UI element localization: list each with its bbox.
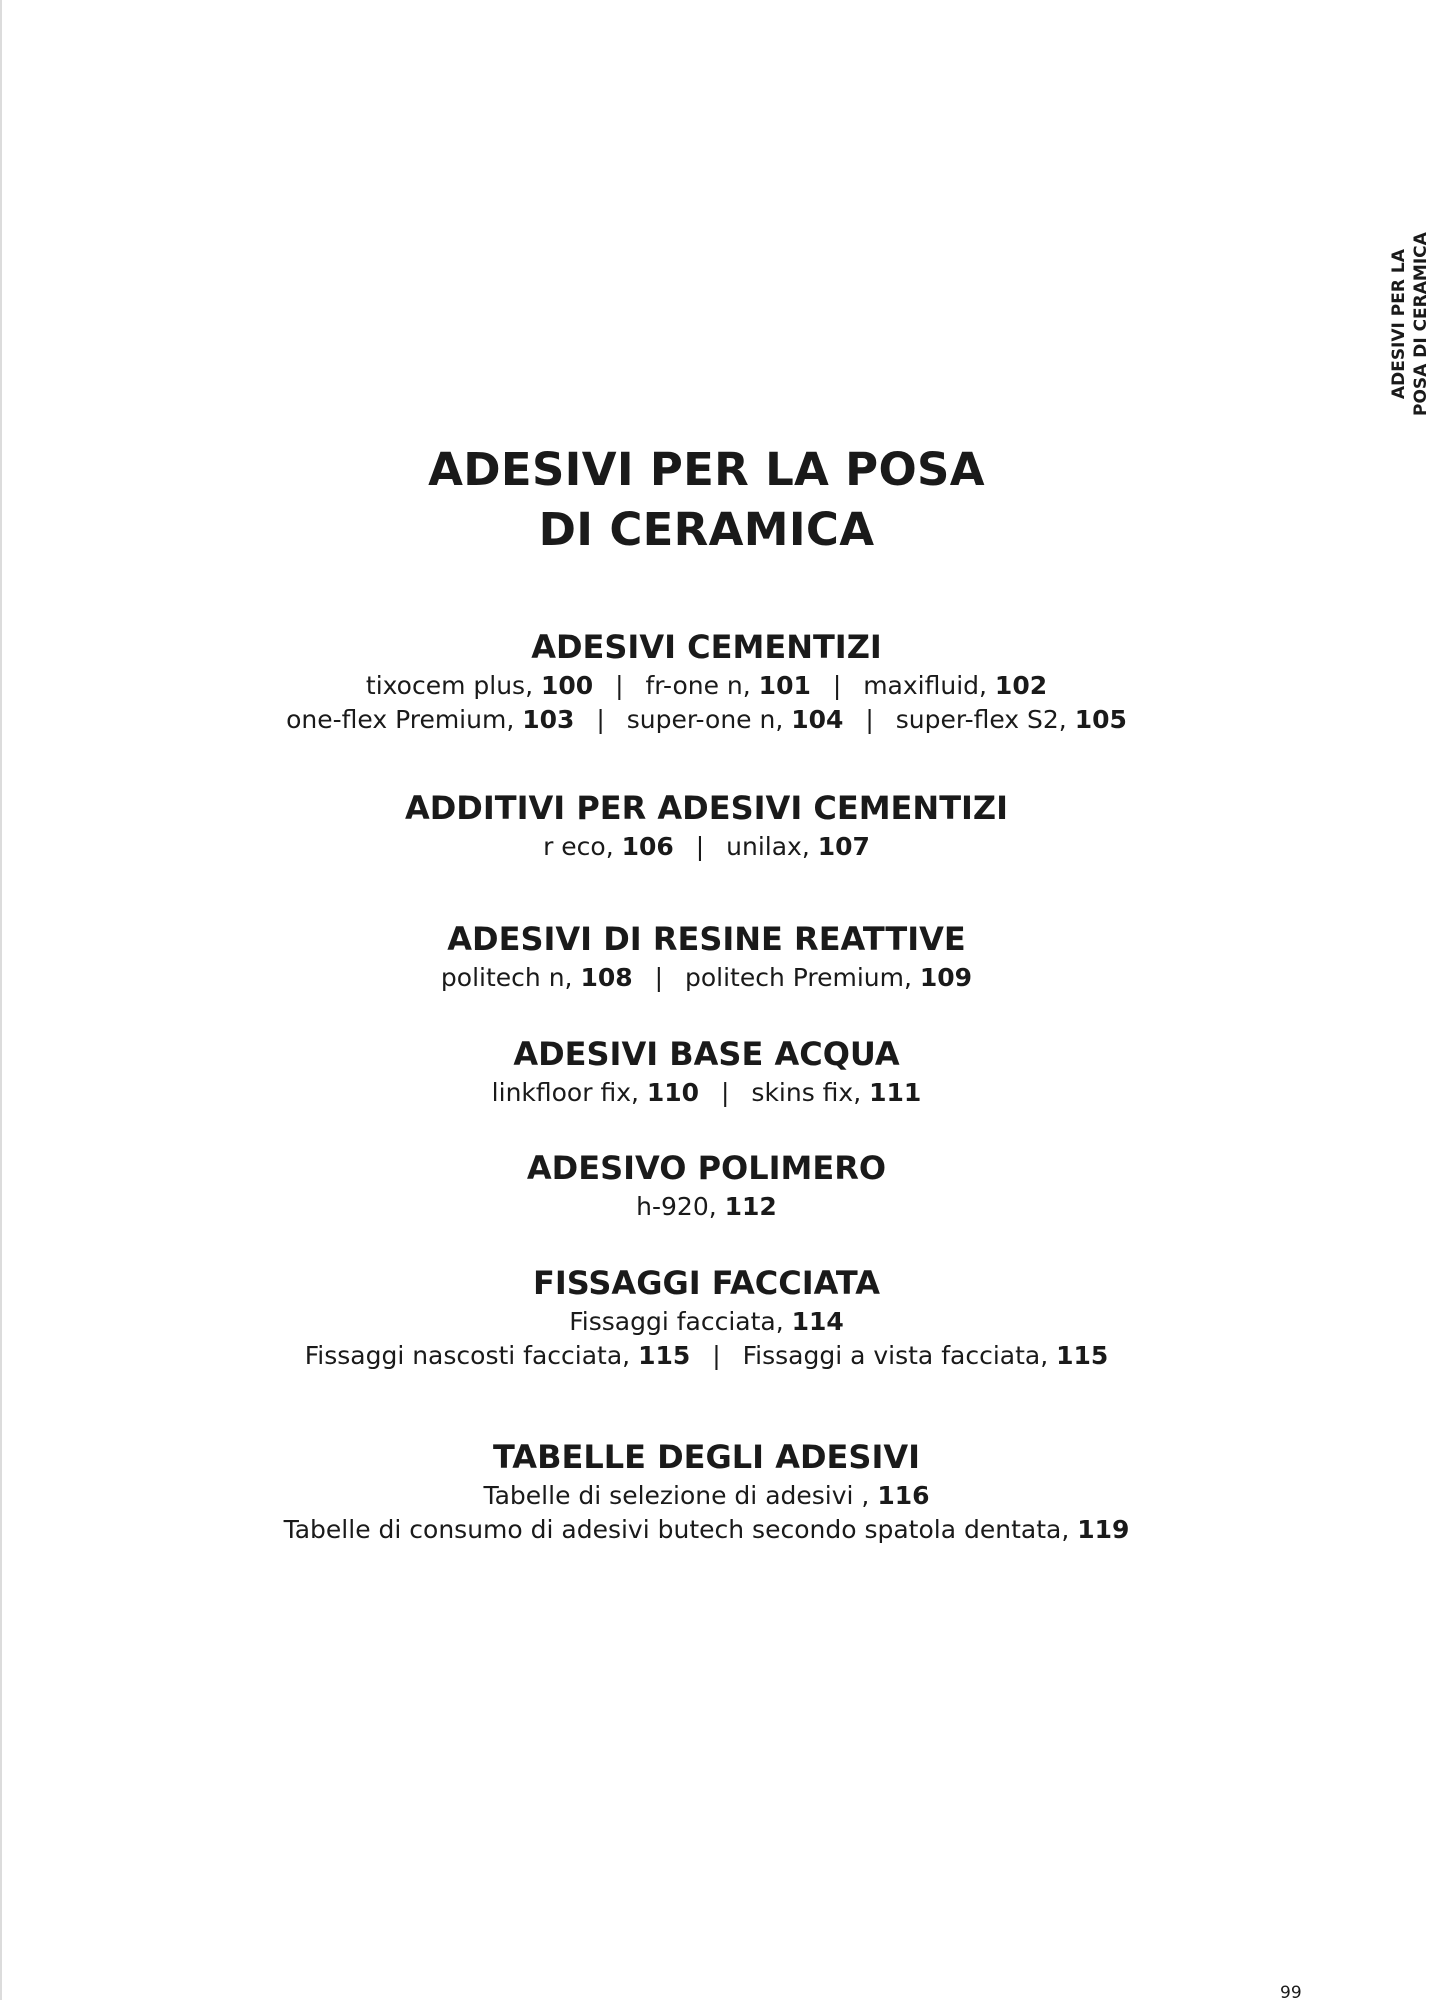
separator: | <box>721 1078 730 1107</box>
entry-item[interactable] <box>286 705 574 734</box>
entry-item[interactable] <box>743 1341 1109 1370</box>
entry-line <box>0 703 1413 737</box>
separator: | <box>654 963 664 992</box>
section-polimero <box>0 1146 1413 1224</box>
entry-item[interactable] <box>685 963 972 992</box>
entry-item[interactable] <box>543 832 674 861</box>
entry-page: 104 <box>791 705 844 734</box>
entry-page: 105 <box>1074 705 1127 734</box>
entry-item[interactable] <box>863 671 1047 700</box>
entry-item[interactable] <box>441 963 633 992</box>
entry-name: fr-one n, <box>645 671 759 700</box>
separator: | <box>615 671 624 700</box>
entry-name: tixocem plus, <box>365 671 541 700</box>
section-adesivi-cementizi <box>0 625 1413 737</box>
entry-page: 107 <box>817 832 870 861</box>
entry-page: 110 <box>646 1078 700 1107</box>
entry-page: 102 <box>994 671 1048 700</box>
entry-name: Fissaggi nascosti facciata, <box>304 1341 639 1370</box>
section-tabelle <box>0 1435 1413 1547</box>
entry-name: politech Premium, <box>684 963 920 992</box>
entry-item[interactable] <box>366 671 593 700</box>
entry-name: Fissaggi facciata, <box>569 1307 792 1336</box>
entry-page: 114 <box>791 1307 844 1336</box>
entry-page: 101 <box>758 671 811 700</box>
page-title-line2: POSA <box>845 443 985 496</box>
entry-name: one-flex Premium, <box>286 705 523 734</box>
entry-page: 115 <box>638 1341 691 1370</box>
entry-page: 115 <box>1056 1341 1109 1370</box>
entry-name: super-flex S2, <box>895 705 1075 734</box>
entry-name: maxifluid, <box>863 671 995 700</box>
side-tab-line1: ADESIVI PER LA <box>1389 249 1409 400</box>
section-base-acqua <box>0 1032 1413 1110</box>
entry-name: politech n, <box>440 963 581 992</box>
entry-page: 116 <box>877 1481 930 1510</box>
section-resine-reattive <box>0 917 1413 995</box>
entry-item[interactable] <box>636 1192 777 1221</box>
side-tab <box>1388 232 1432 416</box>
separator: | <box>832 671 842 700</box>
entry-item[interactable] <box>627 705 844 734</box>
entry-name: super-one n, <box>626 705 792 734</box>
entry-name: h-920, <box>636 1192 725 1221</box>
entry-line <box>0 1076 1413 1110</box>
entry-line <box>0 669 1413 703</box>
entry-line <box>0 1305 1413 1339</box>
entry-page: 106 <box>621 832 674 861</box>
entry-page: 109 <box>919 963 973 992</box>
section-title: ADESIVI BASE ACQUA <box>513 1035 900 1073</box>
section-title: TABELLE DEGLI ADESIVI <box>492 1438 921 1476</box>
entry-line <box>0 961 1413 995</box>
separator: | <box>596 705 605 734</box>
section-title: FISSAGGI FACCIATA <box>533 1264 880 1302</box>
entry-page: 103 <box>522 705 575 734</box>
separator: | <box>695 832 705 861</box>
section-title: ADESIVI CEMENTIZI <box>531 628 882 666</box>
section-fissaggi-facciata <box>0 1261 1413 1373</box>
entry-name: Tabelle di selezione di adesivi , <box>483 1481 878 1510</box>
entry-name: unilax, <box>726 832 818 861</box>
entry-item[interactable] <box>284 1515 1130 1544</box>
entry-item[interactable] <box>726 832 870 861</box>
section-additivi <box>0 786 1413 864</box>
section-title: ADESIVO POLIMERO <box>526 1149 887 1187</box>
entry-page: 108 <box>580 963 633 992</box>
entry-name: skins fix, <box>751 1078 870 1107</box>
entry-item[interactable] <box>483 1481 929 1510</box>
entry-line <box>0 1513 1413 1547</box>
page-edge-rule <box>0 0 2 2000</box>
separator: | <box>712 1341 721 1370</box>
entry-item[interactable] <box>896 705 1127 734</box>
entry-name: Tabelle di consumo di adesivi butech secondo spatola dentata, <box>283 1515 1078 1544</box>
entry-line <box>0 1339 1413 1373</box>
page-title <box>0 440 1413 560</box>
entry-page: 100 <box>540 671 594 700</box>
entry-name: linkfloor fix, <box>491 1078 647 1107</box>
entry-item[interactable] <box>569 1307 844 1336</box>
separator: | <box>865 705 874 734</box>
entry-line <box>0 1479 1413 1513</box>
side-tab-line2: POSA DI CERAMICA <box>1411 232 1431 416</box>
section-title: ADDITIVI PER ADESIVI CEMENTIZI <box>404 789 1009 827</box>
page-title-line1: ADESIVI PER LA <box>428 443 830 496</box>
entry-item[interactable] <box>305 1341 691 1370</box>
entry-page: 119 <box>1077 1515 1130 1544</box>
entry-line <box>0 1190 1413 1224</box>
entry-page: 112 <box>724 1192 777 1221</box>
entry-item[interactable] <box>646 671 811 700</box>
entry-line <box>0 830 1413 864</box>
entry-name: Fissaggi a vista facciata, <box>742 1341 1057 1370</box>
page-title-line3: DI CERAMICA <box>538 503 875 556</box>
entry-page: 111 <box>869 1078 922 1107</box>
entry-item[interactable] <box>492 1078 699 1107</box>
page-number: 99 <box>1280 1983 1302 2003</box>
section-title: ADESIVI DI RESINE REATTIVE <box>447 920 966 958</box>
entry-name: r eco, <box>543 832 622 861</box>
entry-item[interactable] <box>751 1078 921 1107</box>
